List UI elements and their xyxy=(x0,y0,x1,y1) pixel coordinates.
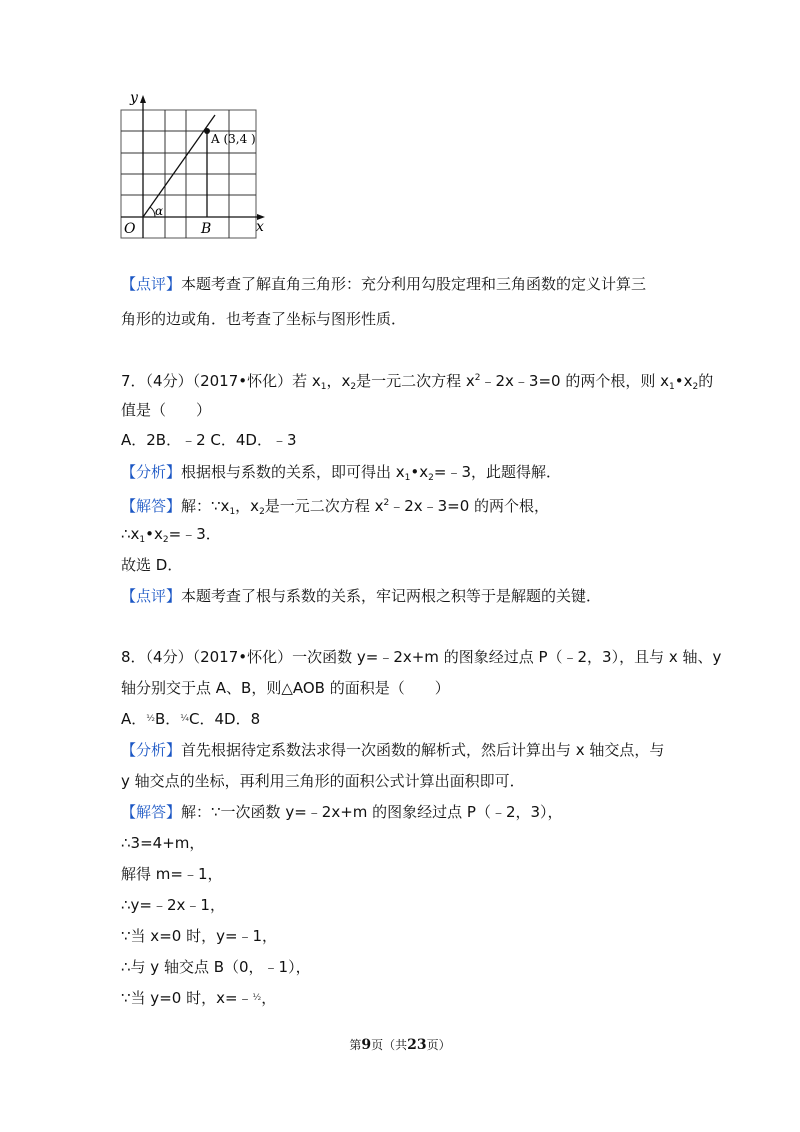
q8-step6: ∵当 y=0 时，x=﹣$^{\frac{1}{2}}$， xyxy=(121,989,277,1007)
q7-options: A．2B．﹣2 C．4D．﹣3 xyxy=(121,431,297,449)
q8-stem-line2: 轴分别交于点 A、B，则△AOB 的面积是（ ） xyxy=(121,679,450,697)
comment6-line1 xyxy=(121,274,646,294)
q8-options: A．$^{\frac{1}{2}}$B．$^{\frac{1}{4}}$C．4D．8 xyxy=(121,710,261,728)
q8-step4: ∵当 x=0 时，y=﹣1， xyxy=(121,927,278,945)
comment-text: 本题考查了解直角三角形：充分利用勾股定理和三角函数的定义计算三 xyxy=(181,275,647,293)
q8-stem-line1: 8．（4分）（2017•怀化）一次函数 y=﹣2x+m 的图象经过点 P（﹣2，3），且与 x 轴、y xyxy=(121,648,722,666)
q7-analysis: 【分析】根据根与系数的关系，即可得出 $x_1•x_2=﹣3$，此题得解． xyxy=(121,463,561,483)
q7-step1: $\therefore x_1•x_2=﹣3$． xyxy=(121,525,221,545)
q8-step5: ∴与 y 轴交点 B（0，﹣1）， xyxy=(121,958,311,976)
y-axis-label: y xyxy=(130,90,138,106)
q7-comment: 【点评】本题考查了根与系数的关系，牢记两根之积等于是解题的关键． xyxy=(121,587,602,605)
x-axis-label: x xyxy=(256,219,264,235)
point-a xyxy=(204,128,210,134)
coordinate-figure xyxy=(0,0,800,260)
alpha-label: α xyxy=(155,204,164,218)
b-label: B xyxy=(201,221,212,237)
comment6-line2: 角形的边或角．也考查了坐标与图形性质． xyxy=(121,310,407,328)
point-a-label: A (3,4 ) xyxy=(211,132,256,146)
q8-step3: ∴y=﹣2x﹣1， xyxy=(121,896,225,914)
q7-stem-line1: 7．（4分）（2017•怀化）若 $x_1$，$x_2$是一元二次方程 $x^2﹣2x﹣3=0$ 的两个根，则 $x_1•x_2$的 xyxy=(121,372,714,392)
q7-stem-line2: 值是（ ） xyxy=(121,401,212,419)
q8-step2: 解得 m=﹣1， xyxy=(121,865,223,883)
origin-label: O xyxy=(124,221,136,237)
q8-step1: ∴3=4+m， xyxy=(121,834,205,852)
q7-answer: 【解答】解：$\because x_1$，$x_2$是一元二次方程 $x^2﹣2x﹣3=0$ 的两个根， xyxy=(121,497,550,517)
q8-analysis1: 【分析】首先根据待定系数法求得一次函数的解析式，然后计算出与 x 轴交点，与 xyxy=(121,741,665,759)
q8-analysis2: y 轴交点的坐标，再利用三角形的面积公式计算出面积即可． xyxy=(121,772,525,790)
comment-tag: 【点评】 xyxy=(121,275,182,293)
q7-choose: 故选 D． xyxy=(121,556,183,574)
page-footer: 第9页（共23页） xyxy=(349,1037,451,1053)
q8-answer: 【解答】解：∵一次函数 y=﹣2x+m 的图象经过点 P（﹣2，3）， xyxy=(121,803,563,821)
